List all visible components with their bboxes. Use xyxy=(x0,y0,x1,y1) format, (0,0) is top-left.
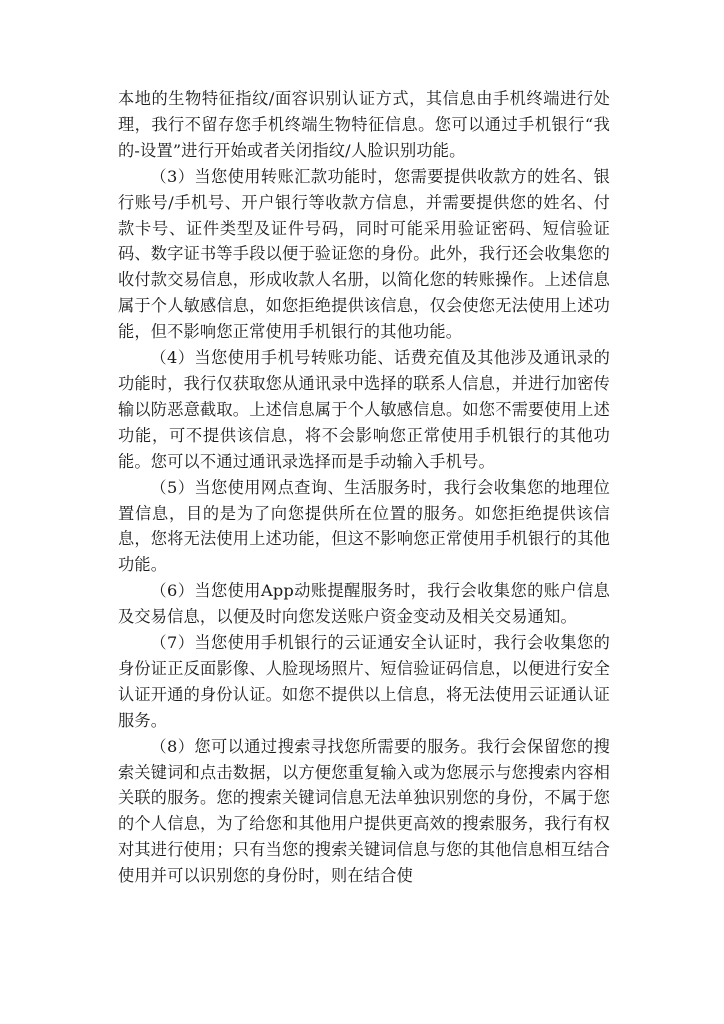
paragraph-search-service: （8）您可以通过搜索寻找您所需要的服务。我行会保留您的搜索关键词和点击数据，以方便您重复输入或为您展示与您搜索内容相关联的服务。您的搜索关键词信息无法单独识别您的身份，不属于您的个人信息，为了给您和其他用户提供更高效的搜索服务，我行有权对其进行使用；只有当您的搜索关键词信息与您的其他信息相互结合使用并可以识别您的身份时，则在结合使 xyxy=(118,736,610,886)
paragraph-biometric-continuation: 本地的生物特征指纹/面容识别认证方式，其信息由手机终端进行处理，我行不留存您手机终端生物特征信息。您可以通过手机银行“我的-设置”进行开始或者关闭指纹/人脸识别功能。 xyxy=(118,89,610,160)
paragraph-location-services: （5）当您使用网点查询、生活服务时，我行会收集您的地理位置信息，目的是为了向您提供所在位置的服务。如您拒绝提供该信息，您将无法使用上述功能，但这不影响您正常使用手机银行的其他功能。 xyxy=(118,477,610,575)
paragraph-account-notification: （6）当您使用App动账提醒服务时，我行会收集您的账户信息及交易信息，以便及时向您发送账户资金变动及相关交易通知。 xyxy=(118,581,610,627)
paragraph-phone-transfer-contacts: （4）当您使用手机号转账功能、话费充值及其他涉及通讯录的功能时，我行仅获取您从通讯录中选择的联系人信息，并进行加密传输以防恶意截取。上述信息属于个人敏感信息。如您不需要使用上述功能，可不提供该信息，将不会影响您正常使用手机银行的其他功能。您可以不通过通讯录选择而是手动输入手机号。 xyxy=(118,348,610,471)
paragraph-transfer-remittance: （3）当您使用转账汇款功能时，您需要提供收款方的姓名、银行账号/手机号、开户银行等收款方信息，并需要提供您的姓名、付款卡号、证件类型及证件号码，同时可能采用验证密码、短信验证码、数字证书等手段以便于验证您的身份。此外，我行还会收集您的收付款交易信息，形成收款人名册，以简化您的转账操作。上述信息属于个人敏感信息，如您拒绝提供该信息，仅会使您无法使用上述功能，但不影响您正常使用手机银行的其他功能。 xyxy=(118,166,610,342)
document-page xyxy=(118,86,610,889)
paragraph-cloud-certificate: （7）当您使用手机银行的云证通安全认证时，我行会收集您的身份证正反面影像、人脸现场照片、短信验证码信息，以便进行安全认证开通的身份认证。如您不提供以上信息，将无法使用云证通认证服务。 xyxy=(118,633,610,730)
